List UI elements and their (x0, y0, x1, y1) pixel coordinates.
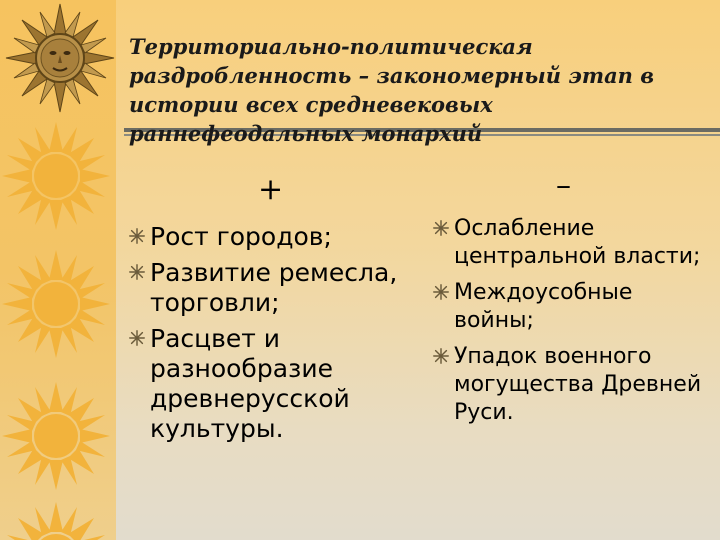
list-item-text: Рост городов; (150, 222, 332, 251)
list-item-text: Междоусобные войны; (454, 280, 633, 333)
sun-icon (0, 248, 112, 360)
sun-emblem-icon (4, 2, 116, 114)
sun-icon (0, 500, 112, 540)
list-item (432, 343, 717, 427)
star-bullet-icon (432, 347, 450, 365)
list-item-text: Развитие ремесла, торговли; (150, 258, 398, 317)
star-bullet-icon (432, 283, 450, 301)
sun-icon (0, 120, 112, 232)
star-bullet-icon (128, 227, 146, 245)
list-item-text: Ослабление центральной власти; (454, 216, 701, 269)
star-bullet-icon (128, 263, 146, 281)
slide-title: Территориально-политическая раздробленность – закономерный этап в истории всех средневековых раннефеодальных монархий (129, 34, 655, 146)
star-bullet-icon (432, 219, 450, 237)
list-item (128, 258, 418, 318)
sun-icon (0, 380, 112, 492)
list-item-text: Упадок военного могущества Древней Руси. (454, 344, 702, 425)
disadvantages-list (432, 215, 717, 435)
star-bullet-icon (128, 329, 146, 347)
advantages-list (128, 222, 418, 450)
list-item (128, 324, 418, 444)
list-item (128, 222, 418, 252)
list-item-text: Расцвет и разнообразие древнерусской культуры. (150, 324, 350, 443)
list-item (432, 215, 717, 271)
list-item (432, 279, 717, 335)
plus-column-header: + (258, 172, 284, 207)
minus-column-header: – (556, 168, 571, 203)
